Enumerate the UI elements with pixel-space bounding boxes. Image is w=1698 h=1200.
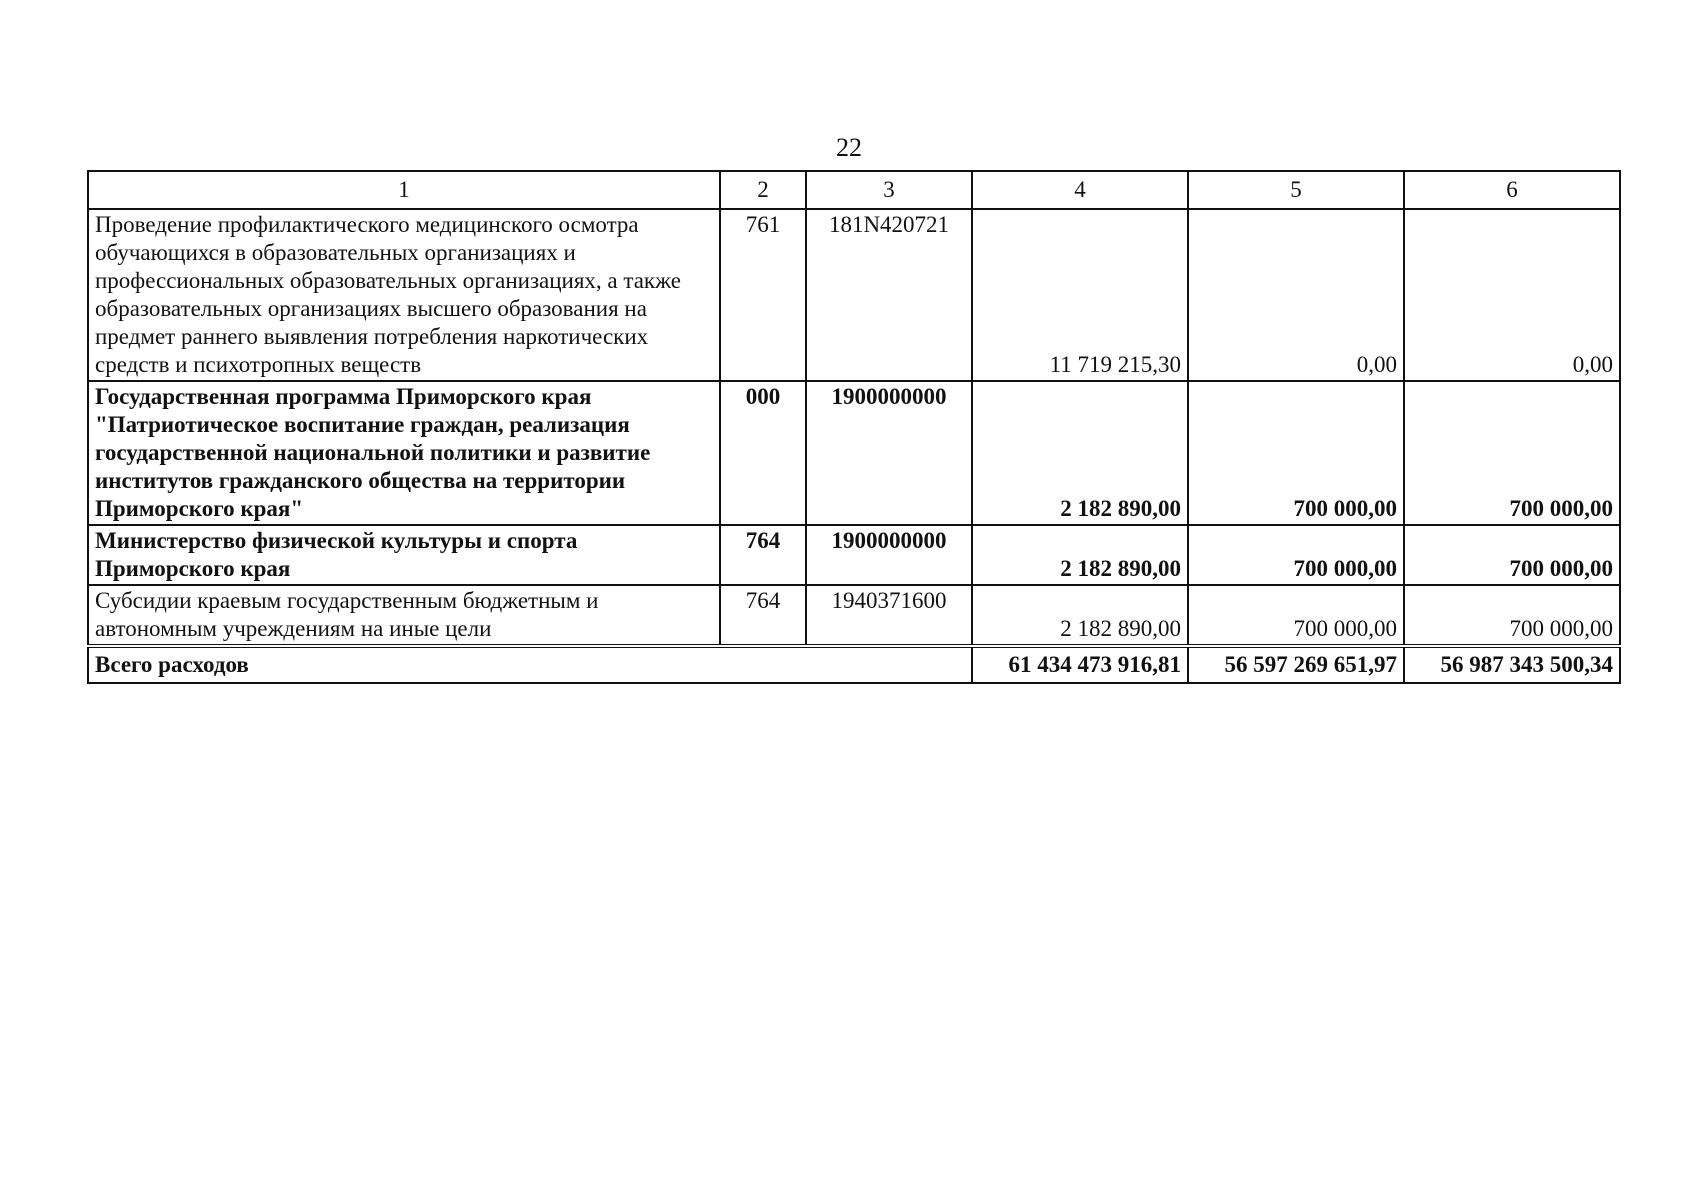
total-amount-2: 56 597 269 651,97 bbox=[1188, 646, 1404, 683]
row-name: Субсидии краевым государственным бюджетным и автономным учреждениям на иные цели bbox=[88, 585, 720, 646]
budget-table bbox=[87, 170, 1621, 684]
row-amount-3: 700 000,00 bbox=[1404, 381, 1620, 525]
header-cell: 3 bbox=[806, 171, 972, 209]
row-amount-3: 0,00 bbox=[1404, 209, 1620, 381]
table-row bbox=[88, 525, 1620, 585]
row-code: 000 bbox=[720, 381, 806, 525]
row-code: 764 bbox=[720, 525, 806, 585]
row-amount-2: 700 000,00 bbox=[1188, 585, 1404, 646]
total-row bbox=[88, 646, 1620, 683]
row-kcsr: 1940371600 bbox=[806, 585, 972, 646]
header-cell: 4 bbox=[972, 171, 1188, 209]
header-cell: 2 bbox=[720, 171, 806, 209]
row-name: Министерство физической культуры и спорта Приморского края bbox=[88, 525, 720, 585]
row-amount-1: 2 182 890,00 bbox=[972, 585, 1188, 646]
row-name: Проведение профилактического медицинского осмотра обучающихся в образовательных организациях и профессиональных образовательных организациях, а также образовательных организациях высшего образования на предмет раннего выявления потребления наркотических средств и психотропных веществ bbox=[88, 209, 720, 381]
row-amount-3: 700 000,00 bbox=[1404, 525, 1620, 585]
row-amount-1: 2 182 890,00 bbox=[972, 525, 1188, 585]
row-amount-1: 11 719 215,30 bbox=[972, 209, 1188, 381]
total-amount-1: 61 434 473 916,81 bbox=[972, 646, 1188, 683]
total-label: Всего расходов bbox=[88, 646, 972, 683]
row-kcsr: 1900000000 bbox=[806, 381, 972, 525]
header-cell: 6 bbox=[1404, 171, 1620, 209]
row-code: 764 bbox=[720, 585, 806, 646]
table-row bbox=[88, 381, 1620, 525]
row-kcsr: 181N420721 bbox=[806, 209, 972, 381]
table-row bbox=[88, 209, 1620, 381]
total-amount-3: 56 987 343 500,34 bbox=[1404, 646, 1620, 683]
table-row bbox=[88, 585, 1620, 646]
row-amount-3: 700 000,00 bbox=[1404, 585, 1620, 646]
page-number: 22 bbox=[836, 133, 862, 162]
row-name: Государственная программа Приморского края "Патриотическое воспитание граждан, реализация государственной национальной политики и развитие институтов гражданского общества на территории Приморского края" bbox=[88, 381, 720, 525]
table-header-row bbox=[88, 171, 1620, 209]
row-amount-1: 2 182 890,00 bbox=[972, 381, 1188, 525]
header-cell: 5 bbox=[1188, 171, 1404, 209]
row-code: 761 bbox=[720, 209, 806, 381]
row-amount-2: 0,00 bbox=[1188, 209, 1404, 381]
row-amount-2: 700 000,00 bbox=[1188, 381, 1404, 525]
header-cell: 1 bbox=[88, 171, 720, 209]
row-amount-2: 700 000,00 bbox=[1188, 525, 1404, 585]
row-kcsr: 1900000000 bbox=[806, 525, 972, 585]
